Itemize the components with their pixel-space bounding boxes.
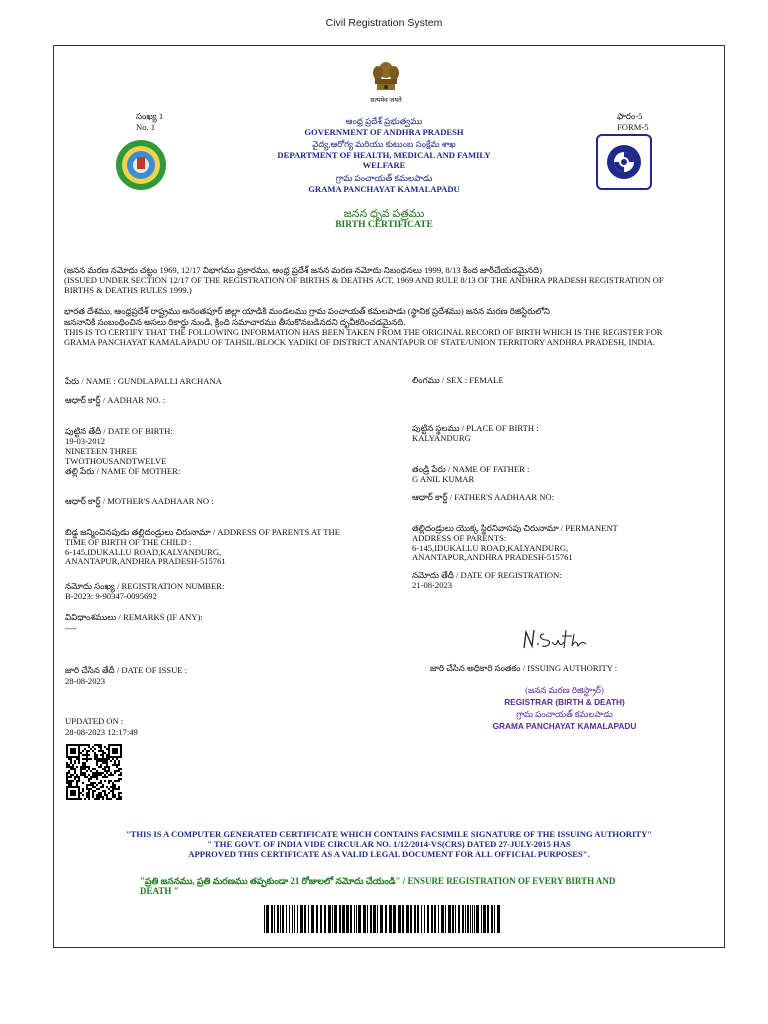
footer-line-1: "THIS IS A COMPUTER GENERATED CERTIFICATE WHICH CONTAINS FACSIMILE SIGNATURE OF THE ISSUING AUTHORITY"	[125, 829, 653, 839]
addr-perm-3: 6-145,IDUKALLU ROAD,KALYANDURG,	[412, 543, 569, 553]
page-header: Civil Registration System	[325, 17, 443, 29]
gov-te: ఆంధ్ర ప్రదేశ్ ప్రభుత్వము	[345, 116, 423, 126]
stamp-line-1: (జనన మరణ రిజిస్ట్రార్)	[525, 685, 604, 695]
form-te: ఫారం-5	[617, 111, 643, 121]
dept-te: వైద్య,ఆరోగ్య మరియు కుటుంబ సంక్షేమ శాఖ	[312, 139, 456, 149]
number-te: సంఖ్య 1	[136, 111, 164, 121]
remarks-value: ----	[65, 623, 77, 633]
issued-te: (జనన మరణ నమోదు చట్టం 1969, 12/17 విభాగము ప్రకారము, ఆంధ్ర ప్రదేశ్ జనన మరణ నమోదు నిబంధనలు 1999, 8/13 కింద జారీచేయడమైనది)	[64, 265, 543, 275]
issue-label: జారి చేసిన తేదీ / DATE OF ISSUE :	[65, 665, 188, 675]
national-emblem-icon	[366, 60, 406, 100]
certify-te-1: భారత దేశము, ఆంధ్రప్రదేశ్ రాష్ట్రము అనంతపూర్ జిల్లా యాడికి మండలము గ్రామ పంచాయత్ కమలపాడు (స్థానిక ప్రదేశము) జనన మరణ రిజిస్టేరులోని	[64, 306, 550, 316]
regno-label: నమోదు సంఖ్య / REGISTRATION NUMBER:	[65, 581, 225, 591]
form-en: FORM-5	[617, 122, 649, 132]
dob-words-2: TWOTHOUSANDTWELVE	[65, 456, 167, 466]
addr-birth-3: 6-145,IDUKALLU ROAD,KALYANDURG,	[65, 547, 222, 557]
mother-aadhaar: ఆధార్ కార్డ్ / MOTHER'S AADHAAR NO :	[65, 496, 214, 506]
dob-label: పుట్టిన తేదీ / DATE OF BIRTH:	[65, 426, 173, 436]
mother-label: తల్లి పేరు / NAME OF MOTHER:	[65, 466, 181, 476]
emblem-motto: सत्यमेव जयते	[370, 97, 402, 104]
addr-birth-1: బిడ్డ జన్మించినపుడు తల్లిదండ్రులు చిరునామా / ADDRESS OF PARENTS AT THE	[65, 527, 340, 537]
footer-line-2: " THE GOVT. OF INDIA VIDE CIRCULAR NO. 1/12/2014-VS(CRS) DATED 27-JULY-2015 HAS	[207, 839, 571, 849]
remarks-label: వివిధాంశములు / REMARKS (IF ANY):	[65, 612, 203, 622]
stamp-line-3: గ్రామ పంచాయత్ కమలపాడు	[516, 709, 613, 719]
number-en: No. 1	[136, 122, 156, 132]
cert-te: జనన ధృవ పత్రము	[343, 208, 425, 220]
regdate-value: 21-08-2023	[412, 580, 453, 590]
authority-label: జారి చేసిన అధికారి సంతకం / ISSUING AUTHORITY :	[430, 663, 618, 673]
issued-en-2: BIRTHS & DEATHS RULES 1999.)	[64, 285, 192, 295]
certify-en-2: GRAMA PANCHAYAT KAMALAPADU OF TAHSIL/BLOCK YADIKI OF DISTRICT ANANTAPUR OF STATE/UNION TERRITORY ANDHRA PRADESH, INDIA.	[64, 337, 655, 347]
dept-en-2: WELFARE	[362, 160, 406, 170]
issue-value: 28-08-2023	[65, 676, 106, 686]
certify-en-1: THIS IS TO CERTIFY THAT THE FOLLOWING INFORMATION HAS BEEN TAKEN FROM THE ORIGINAL RECORD OF BIRTH WHICH IS THE REGISTER FOR	[64, 327, 663, 337]
gp-en: GRAMA PANCHAYAT KAMALAPADU	[308, 184, 460, 194]
sex-field: లింగము / SEX : FEMALE	[412, 375, 504, 385]
cert-en: BIRTH CERTIFICATE	[335, 220, 433, 230]
dept-en-1: DEPARTMENT OF HEALTH, MEDICAL AND FAMILY	[277, 150, 491, 160]
father-aadhaar: ఆధార్ కార్డ్ / FATHER'S AADHAAR NO:	[412, 492, 555, 502]
dob-words-1: NINETEEN THREE	[65, 446, 138, 456]
stamp-line-4: GRAMA PANCHAYAT KAMALAPADU	[492, 721, 637, 731]
issued-en-1: (ISSUED UNDER SECTION 12/17 OF THE REGISTRATION OF BIRTHS & DEATHS ACT, 1969 AND RULE 8/13 OF THE ANDHRA PRADESH REGISTRATION OF	[64, 275, 664, 285]
barcode-icon	[264, 905, 504, 933]
addr-birth-4: ANANTAPUR,ANDHRA PRADESH-515761	[65, 556, 226, 566]
ensure-line-2: DEATH "	[140, 886, 179, 896]
certify-te-2: జననానికి సంబంధించిన అసలు రికార్డు నుండి, క్రింది సమాచారము తీసుకొనబడినదని దృవీకరించడమైనది.	[64, 317, 406, 327]
ensure-line-1: "ప్రతి జననము, ప్రతి మరణము తప్పకుండా 21 రోజులలో నమోదు చేయండి" / ENSURE REGISTRATION OF EVERY BIRTH AND	[140, 876, 616, 886]
addr-perm-1: తల్లిదండ్రులు యొక్క స్థిరనివాసపు చిరునామా / PERMANENT	[412, 523, 618, 533]
gov-en: GOVERNMENT OF ANDHRA PRADESH	[304, 127, 464, 137]
pob-label: పుట్టిన స్థలము / PLACE OF BIRTH :	[412, 423, 539, 433]
pob-value: KALYANDURG	[412, 433, 471, 443]
addr-perm-2: ADDRESS OF PARENTS:	[412, 533, 507, 543]
father-value: G ANIL KUMAR	[412, 474, 475, 484]
addr-perm-4: ANANTAPUR,ANDHRA PRADESH-515761	[412, 552, 573, 562]
updated-value: 28-08-2023 12:17:49	[65, 727, 138, 737]
dob-value: 19-03-2012	[65, 436, 106, 446]
aadhar-field: ఆధార్ కార్డ్ / AADHAR NO. :	[65, 395, 166, 405]
gp-te: గ్రామ పంచాయత్ కమలపాడు	[335, 173, 433, 183]
updated-label: UPDATED ON :	[65, 716, 124, 726]
stamp-line-2: REGISTRAR (BIRTH & DEATH)	[504, 697, 625, 707]
signature	[520, 624, 592, 654]
name-field: పేరు / NAME : GUNDLAPALLI ARCHANA	[65, 376, 222, 386]
regdate-label: నమోదు తేదీ / DATE OF REGISTRATION:	[412, 570, 562, 580]
footer-line-3: APPROVED THIS CERTIFICATE AS A VALID LEGAL DOCUMENT FOR ALL OFFICIAL PURPOSES".	[188, 849, 590, 859]
father-label: తండ్రి పేరు / NAME OF FATHER :	[412, 464, 530, 474]
qr-code-icon	[66, 744, 122, 800]
regno-value: B-2023: 9-90347-0095692	[65, 591, 157, 601]
addr-birth-2: TIME OF BIRTH OF THE CHILD :	[65, 537, 192, 547]
